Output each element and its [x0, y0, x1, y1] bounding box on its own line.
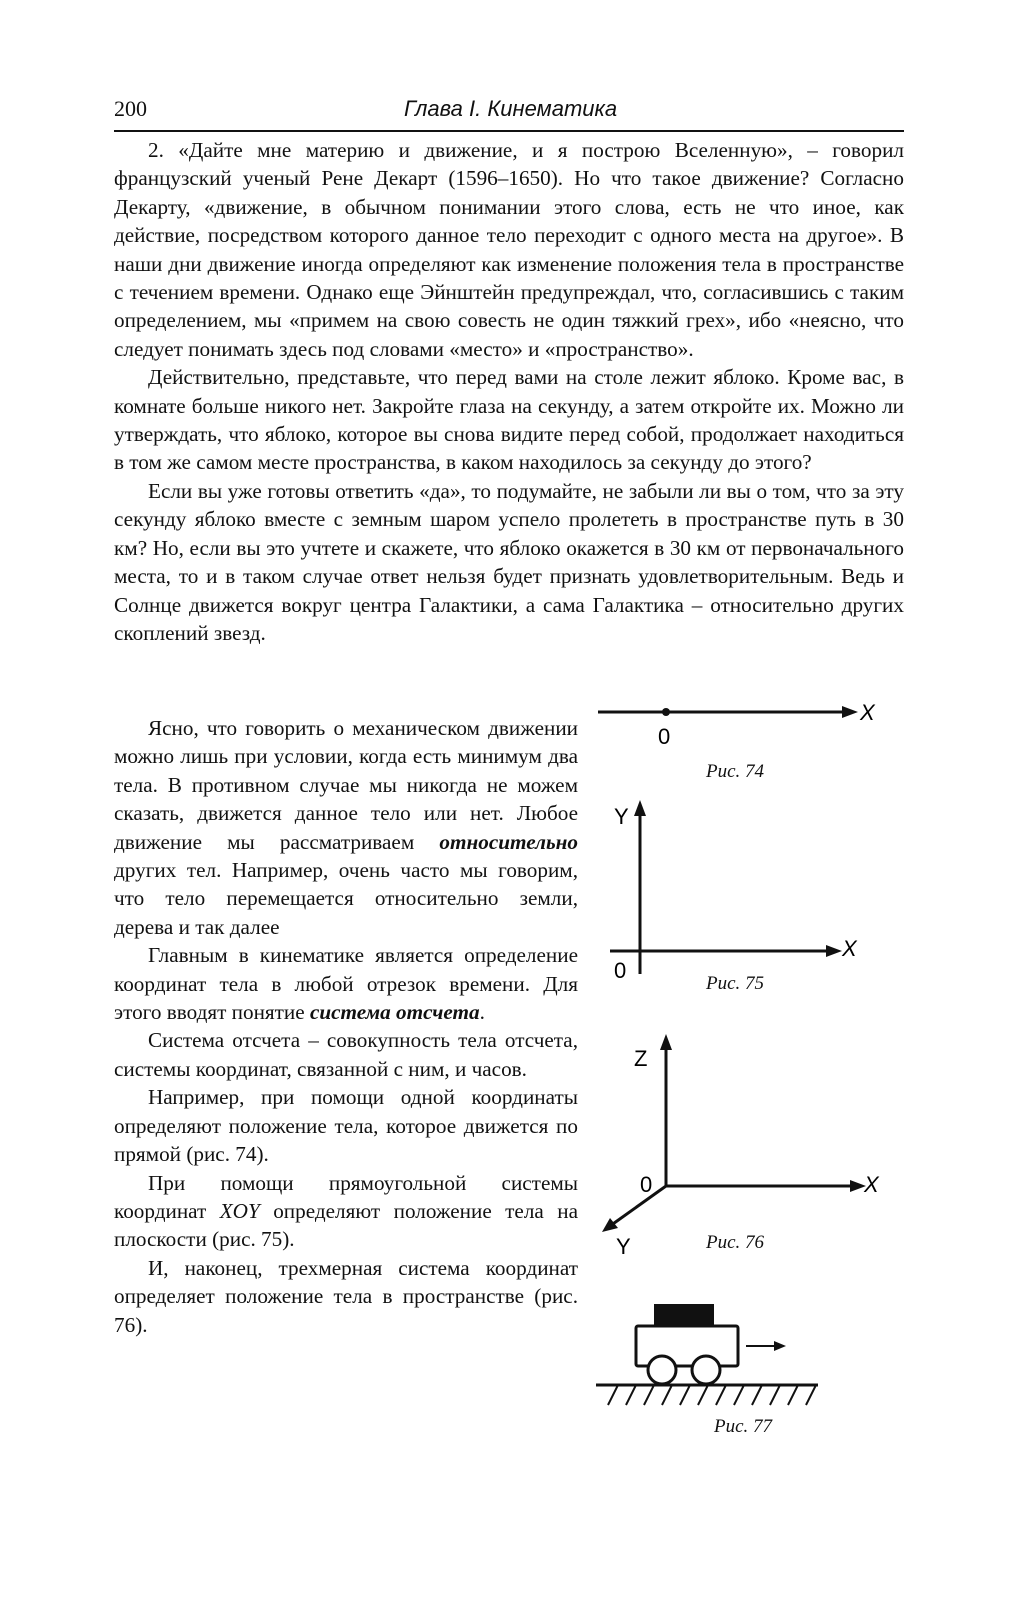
origin-label: 0 [640, 1172, 653, 1197]
origin-label: 0 [658, 724, 671, 749]
emphasis-term: относительно [439, 829, 578, 854]
x-axis-label: X [842, 936, 857, 961]
full-width-text [114, 136, 904, 647]
y-axis-line [610, 1186, 666, 1226]
x-axis-label: X [860, 700, 875, 725]
arrow-head-icon [774, 1341, 786, 1351]
origin-label: 0 [614, 958, 627, 983]
figure-76-caption: Рис. 76 [706, 1232, 765, 1253]
figure-77-caption: Рис. 77 [714, 1416, 773, 1437]
paragraph: Например, при помощи одной координаты определяют положение тела, которое движется по прямой (рис. 74). [114, 1085, 578, 1167]
page-header [114, 96, 904, 132]
load-block [654, 1304, 714, 1326]
paragraph: Если вы уже готовы ответить «да», то подумайте, не забыли ли вы о том, что за эту секунду яблоко вместе с земным шаром успело пролететь в пространстве путь в 30 км? Но, если вы это учтете и скажете, что яблоко окажется в 30 км от первоначального места, то и в таком случае ответ нельзя будет признать удовлетворительным. Ведь и Солнце движется вокруг центра Галактики, а сама Галактика – относительно других скоплений звезд. [114, 478, 904, 645]
arrow-head-icon [660, 1034, 672, 1050]
page-number: 200 [114, 96, 147, 121]
arrow-head-icon [634, 800, 646, 816]
figure-75-caption: Рис. 75 [706, 973, 765, 994]
figure-74-caption: Рис. 74 [706, 761, 765, 782]
chapter-title: Глава I. Кинематика [404, 96, 618, 121]
paragraph: Главным в кинематике является определение координат тела в любой отрезок времени. Для этого вводят понятие система отсчета. [114, 943, 578, 1025]
arrow-head-icon [842, 706, 858, 718]
emphasis-term: система отсчета [309, 1000, 480, 1025]
z-axis-label: Z [634, 1046, 648, 1071]
arrow-head-icon [602, 1218, 618, 1232]
cart-wheel [692, 1356, 720, 1384]
x-axis-label: X [864, 1172, 879, 1197]
figure-75 [596, 796, 896, 986]
origin-point [662, 708, 670, 716]
paragraph: Ясно, что говорить о механическом движении можно лишь при условии, когда есть минимум два тела. В противном случае мы никогда не можем сказать, движется данное тело или нет. Любое движение мы рассматриваем относительно других тел. Например, очень часто мы говорим, что тело перемещается относительно земли, дерева и так далее [114, 716, 578, 939]
y-axis-label: Y [616, 1234, 631, 1259]
emphasis-term: XOY [219, 1198, 260, 1223]
paragraph: 2. «Дайте мне материю и движение, и я построю Вселенную», – говорил французский ученый Рене Декарт (1596–1650). Но что такое движение? Согласно Декарту, «движение, в обычном понимании этого слова, есть не что иное, как действие, посредством которого данное тело переходит с одного места на другое». В наши дни движение иногда определяют как изменение положения тела в пространстве с течением времени. Однако еще Эйнштейн предупреждал, что, согласившись с таким определением, мы «примем на свою совесть не один тяжкий грех», ибо «неясно, что следует понимать здесь под словами «место» и «пространство». [114, 138, 904, 361]
arrow-head-icon [826, 945, 842, 957]
paragraph: Система отсчета – совокупность тела отсчета, системы координат, связанной с ним, и часов. [114, 1028, 578, 1081]
figure-76 [596, 1030, 896, 1260]
paragraph: При помощи прямоугольной системы координат XOY определяют положение тела на плоскости (рис. 75). [114, 1170, 578, 1252]
ground-hatching [608, 1385, 816, 1405]
column-text [114, 714, 578, 1339]
y-axis-label: Y [614, 804, 629, 829]
cart-wheel [648, 1356, 676, 1384]
paragraph: Действительно, представьте, что перед вами на столе лежит яблоко. Кроме вас, в комнате больше никого нет. Закройте глаза на секунду, а затем откройте их. Можно ли утверждать, что яблоко, которое вы снова видите перед собой, продолжает находиться в том же самом месте пространства, в каком находилось за секунду до этого? [114, 365, 904, 475]
figure-77 [596, 1294, 836, 1414]
paragraph: И, наконец, трехмерная система координат определяет положение тела в пространстве (рис. 76). [114, 1255, 578, 1337]
